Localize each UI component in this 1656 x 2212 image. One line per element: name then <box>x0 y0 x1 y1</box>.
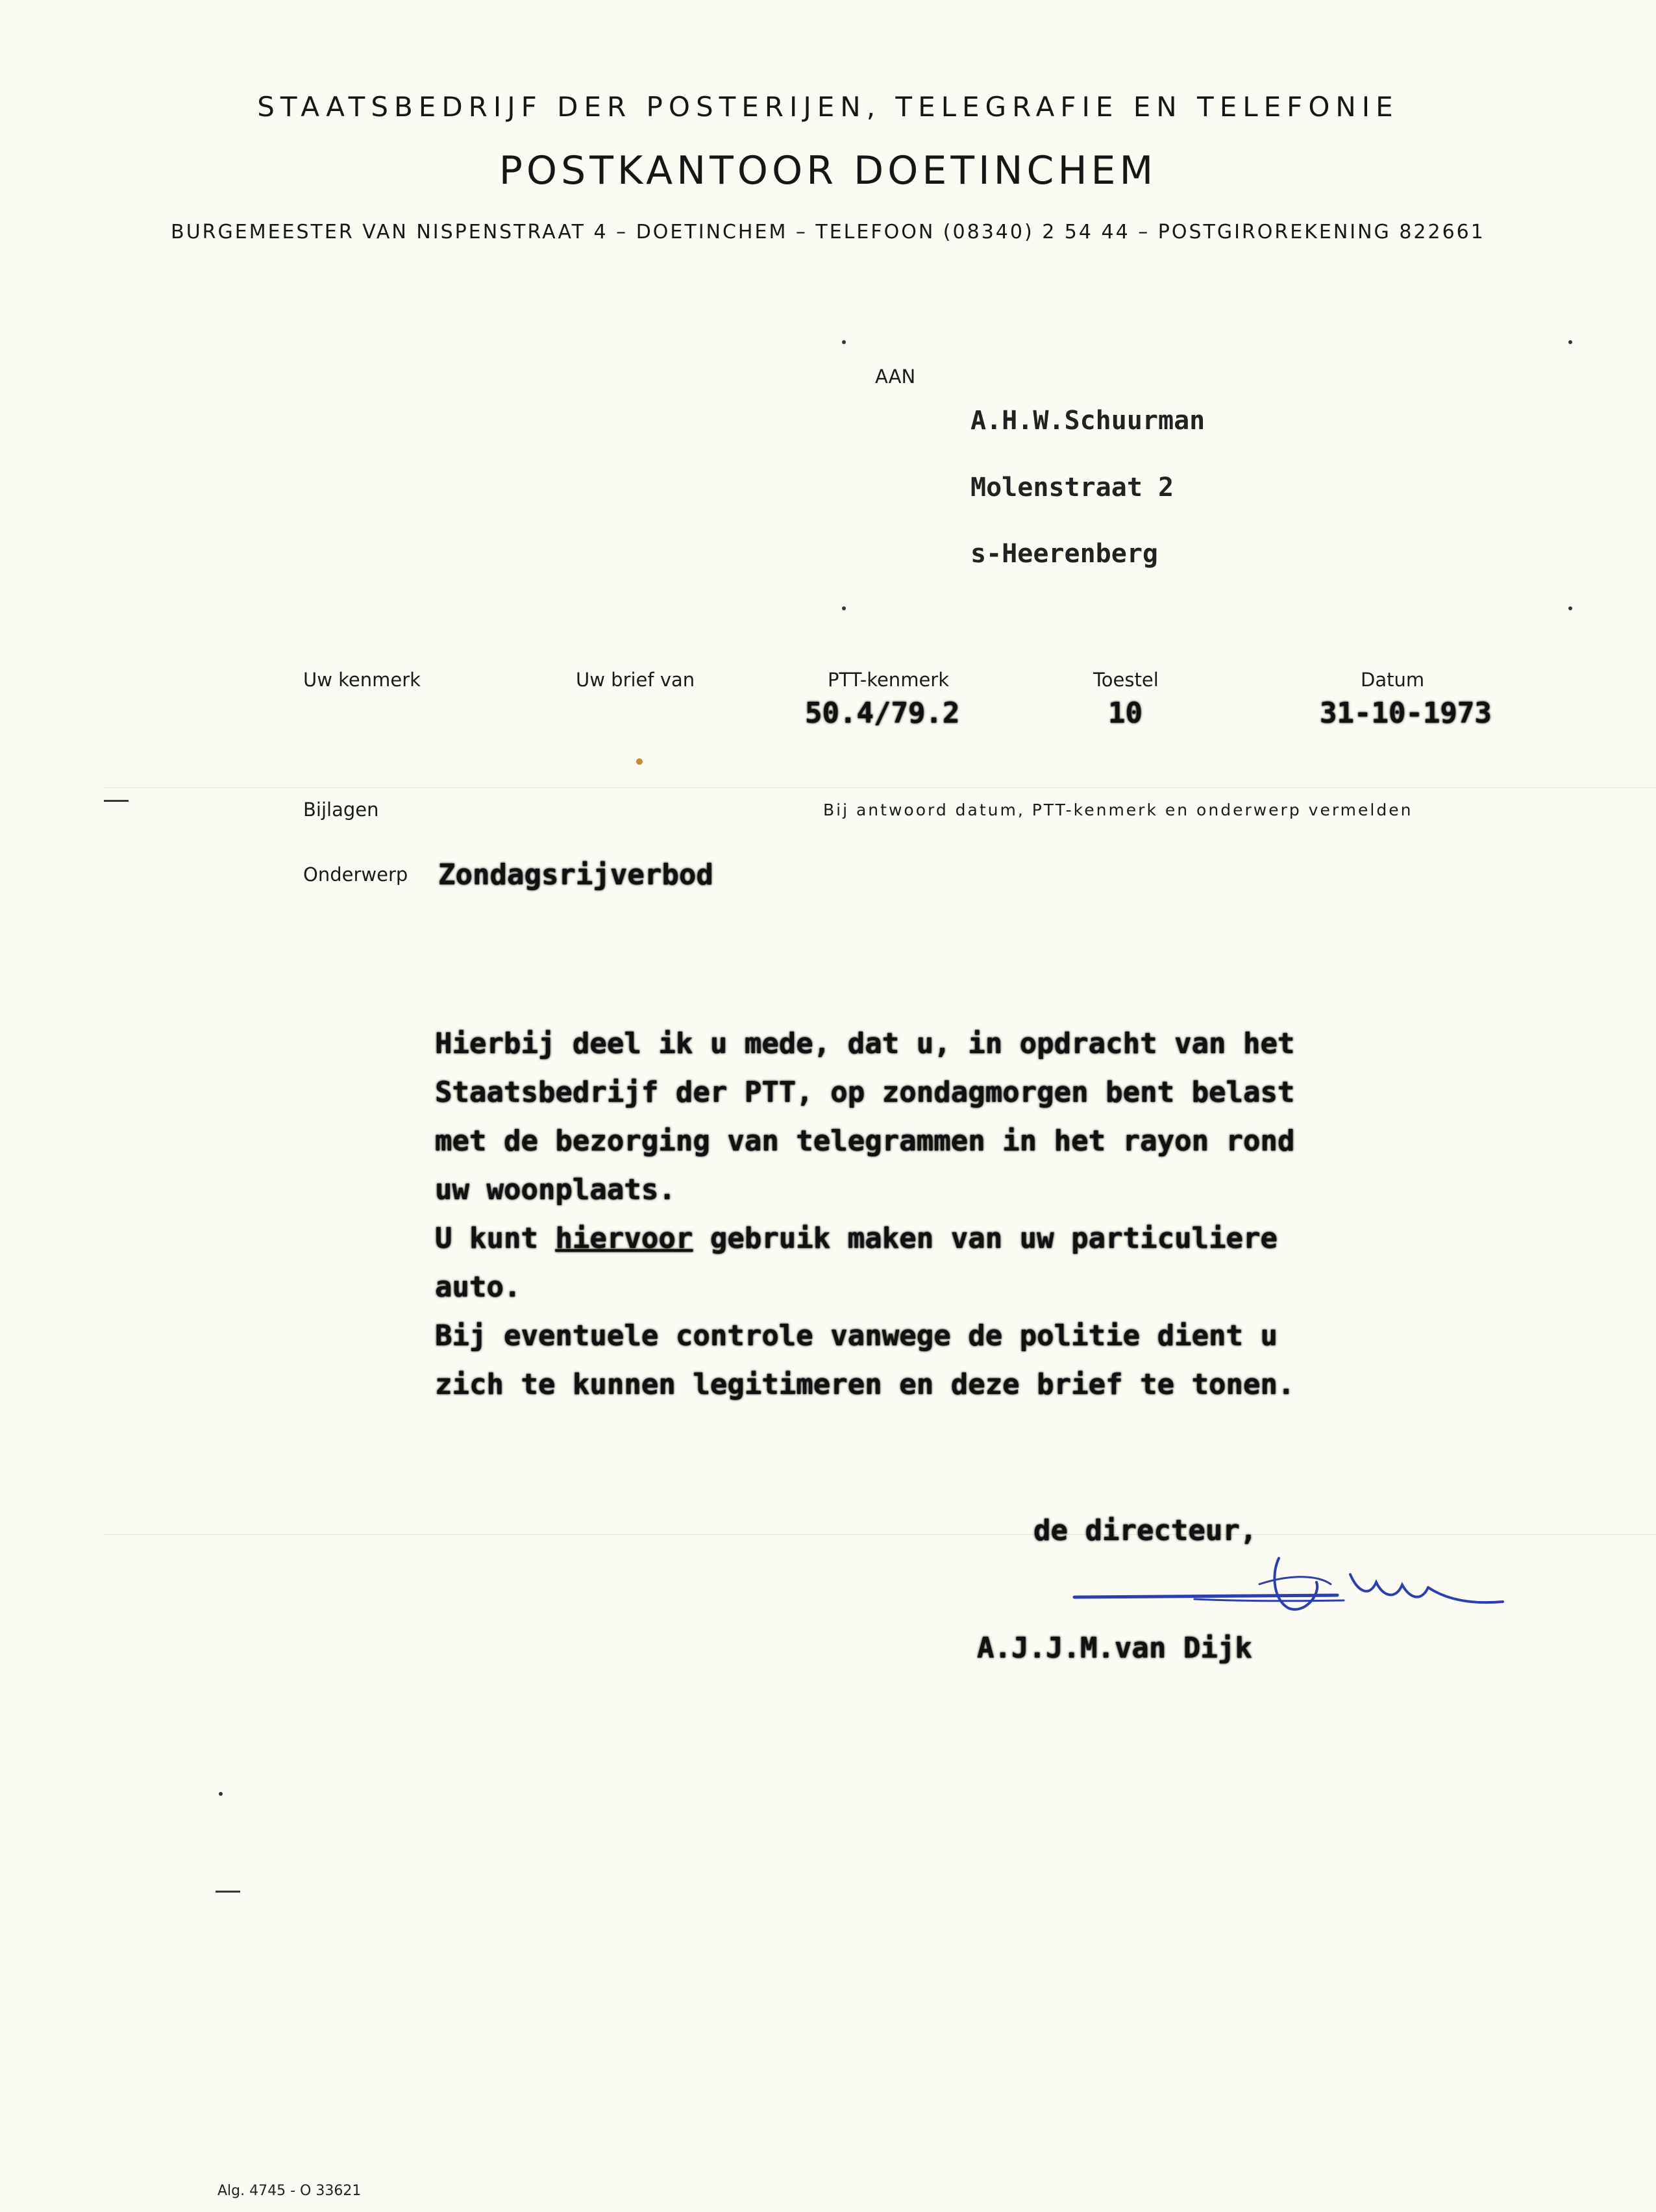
body-line-5-post: gebruik maken van uw particuliere <box>693 1222 1278 1255</box>
recipient-street: Molenstraat 2 <box>970 473 1174 503</box>
address-window-corner-mark <box>1568 606 1572 610</box>
punch-mark <box>219 1792 223 1796</box>
body-line-4: uw woonplaats. <box>435 1173 676 1206</box>
datum-value: 31-10-1973 <box>1320 697 1492 730</box>
letterhead-office: POSTKANTOOR DOETINCHEM <box>499 148 1157 193</box>
bijlagen-label: Bijlagen <box>303 799 379 821</box>
letterhead-org: STAATSBEDRIJF DER POSTERIJEN, TELEGRAFIE EN TELEFONIE <box>257 91 1399 123</box>
onderwerp-value: Zondagsrijverbod <box>438 858 713 891</box>
recipient-name: A.H.W.Schuurman <box>970 406 1205 436</box>
ptt-kenmerk-value: 50.4/79.2 <box>805 697 960 730</box>
body-line-8: zich te kunnen legitimeren en deze brief te tonen. <box>435 1368 1295 1401</box>
letterhead-address: BURGEMEESTER VAN NISPENSTRAAT 4 – DOETINCHEM – TELEFOON (08340) 2 54 44 – POSTGIROREKENING 822661 <box>171 221 1485 243</box>
body-line-6: auto. <box>435 1271 521 1304</box>
address-window-corner-mark <box>842 340 846 344</box>
onderwerp-label: Onderwerp <box>303 864 408 886</box>
fold-mark <box>104 800 129 802</box>
body-line-1: Hierbij deel ik u mede, dat u, in opdracht van het <box>435 1027 1295 1060</box>
address-window-corner-mark <box>1568 340 1572 344</box>
address-window-corner-mark <box>842 606 846 610</box>
body-line-3: met de bezorging van telegrammen in het rayon rond <box>435 1125 1295 1158</box>
body-line-5 <box>435 1222 1278 1255</box>
body-line-7: Bij eventuele controle vanwege de politie dient u <box>435 1319 1278 1352</box>
fold-line <box>104 1534 1656 1535</box>
signature <box>1065 1548 1519 1626</box>
recipient-city: s-Heerenberg <box>970 539 1158 569</box>
form-code: Alg. 4745 - O 33621 <box>217 2183 362 2199</box>
signatory-name: A.J.J.M.van Dijk <box>977 1632 1252 1665</box>
paper-stain <box>636 758 643 765</box>
closing-title: de directeur, <box>1033 1514 1257 1547</box>
reply-instruction: Bij antwoord datum, PTT-kenmerk en onderwerp vermelden <box>823 801 1413 819</box>
body-line-5-underlined: hiervoor <box>555 1222 693 1255</box>
body-line-5-pre: U kunt <box>435 1222 556 1255</box>
toestel-label: Toestel <box>1093 669 1159 691</box>
toestel-value: 10 <box>1108 697 1143 730</box>
fold-mark <box>216 1891 240 1893</box>
uw-kenmerk-label: Uw kenmerk <box>303 669 421 691</box>
uw-brief-label: Uw brief van <box>576 669 695 691</box>
body-line-2: Staatsbedrijf der PTT, op zondagmorgen bent belast <box>435 1076 1295 1109</box>
datum-label: Datum <box>1361 669 1425 691</box>
recipient-label: AAN <box>875 366 916 388</box>
ptt-kenmerk-label: PTT-kenmerk <box>828 669 949 691</box>
